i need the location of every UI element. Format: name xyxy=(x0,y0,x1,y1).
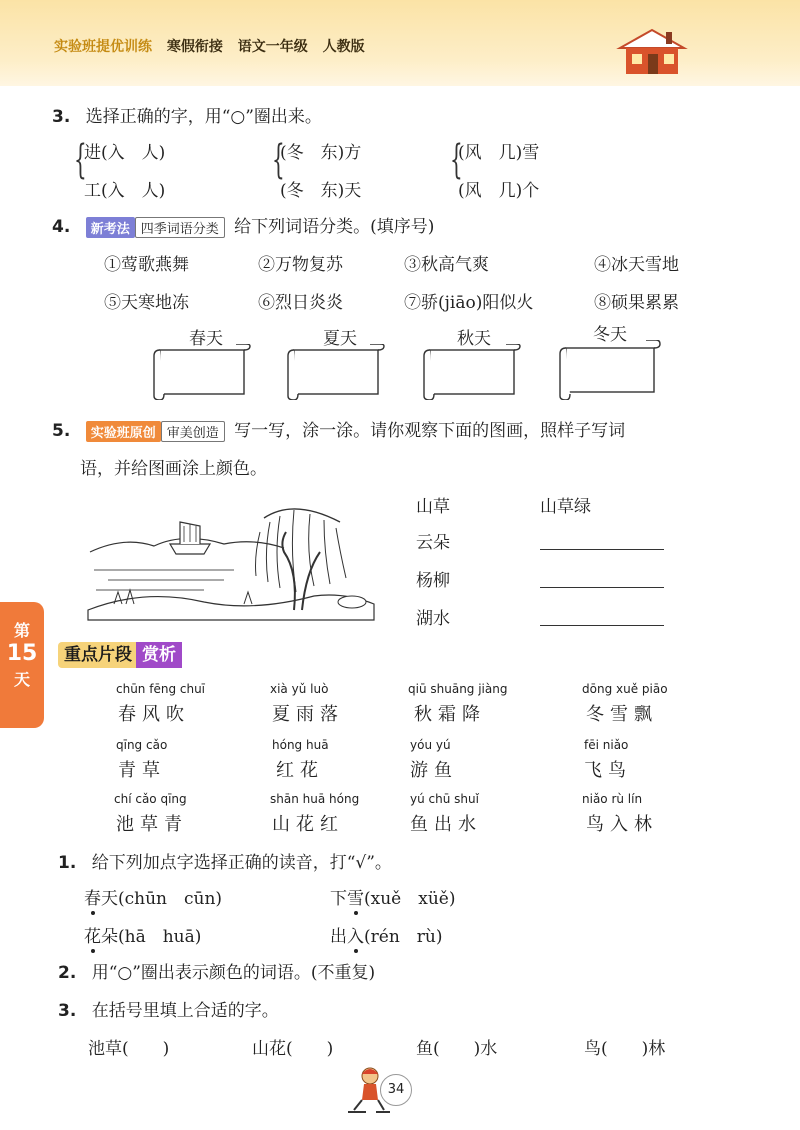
word-item: ①莺歌燕舞 xyxy=(104,255,189,275)
word-item: ③秋高气爽 xyxy=(404,255,489,275)
word-item: ⑤天寒地冻 xyxy=(104,293,189,313)
q3-option: (风 几)雪 xyxy=(458,143,540,163)
reading-choice[interactable]: 出入(rén rù) xyxy=(330,922,442,947)
season-label: 冬天 xyxy=(593,325,627,345)
q5-answer-line[interactable] xyxy=(540,586,664,588)
word-item: ⑦骄(jiāo)阳似火 xyxy=(404,293,534,313)
q5-word: 湖水 xyxy=(416,609,450,629)
q5-word: 杨柳 xyxy=(416,571,450,591)
ex-q1-prompt: 1. 给下列加点字选择正确的读音，打“√”。 xyxy=(58,853,392,873)
q5-word: 云朵 xyxy=(416,533,450,553)
season-label: 夏天 xyxy=(323,329,357,349)
pinyin: shān huā hóng xyxy=(270,792,360,806)
poem-line: 红花 xyxy=(276,760,324,781)
brace: { xyxy=(74,137,87,183)
season-label: 秋天 xyxy=(457,329,491,349)
poem-line: 山花红 xyxy=(272,814,344,835)
word-item: ④冰天雪地 xyxy=(594,255,679,275)
header-series: 寒假衔接 xyxy=(166,39,223,55)
house-illustration xyxy=(614,26,690,78)
pinyin: chí cǎo qīng xyxy=(114,792,187,806)
word-item: ⑧硕果累累 xyxy=(594,293,679,313)
poem-line: 冬雪飘 xyxy=(586,704,658,725)
scroll-answer-box[interactable] xyxy=(420,344,524,400)
reading-choice[interactable]: 春天(chūn cūn) xyxy=(84,884,222,909)
new-method-tag: 新考法 xyxy=(86,217,135,238)
scroll-answer-box[interactable] xyxy=(284,344,388,400)
poem-line: 池草青 xyxy=(116,814,188,835)
page-number: 34 xyxy=(380,1074,412,1106)
poem-line: 鱼出水 xyxy=(410,814,482,835)
poem-line: 夏雨落 xyxy=(272,704,344,725)
brace: { xyxy=(272,137,285,183)
header-text xyxy=(54,36,375,56)
q5-prompt: 5. 实验班原创 审美创造 写一写，涂一涂。请你观察下面的图画，照样子写词 xyxy=(52,421,626,441)
pinyin: chūn fēng chuī xyxy=(116,682,206,696)
pinyin: niǎo rù lín xyxy=(582,792,643,806)
q5-word: 山草 xyxy=(416,497,450,517)
fill-blank[interactable]: 鸟( )林 xyxy=(584,1039,666,1059)
header-subject: 语文一年级 xyxy=(237,39,308,55)
q4-prompt: 4. 新考法 四季词语分类 给下列词语分类。(填序号) xyxy=(52,217,435,237)
q3-option: (冬 东)方 xyxy=(280,143,362,163)
scroll-answer-box[interactable] xyxy=(150,344,254,400)
landscape-drawing xyxy=(84,492,380,624)
poem-line: 游鱼 xyxy=(410,760,458,781)
header-brand: 实验班提优训练 xyxy=(54,39,152,55)
fill-blank[interactable]: 山花( ) xyxy=(252,1039,334,1059)
pinyin: yóu yú xyxy=(410,738,451,752)
q5-answer-line[interactable] xyxy=(540,624,664,626)
original-tag: 实验班原创 xyxy=(86,421,161,442)
header-edition: 人教版 xyxy=(322,39,365,55)
q3-prompt: 3. 选择正确的字，用“○”圈出来。 xyxy=(52,107,322,127)
pinyin: hóng huā xyxy=(272,738,329,752)
section-title: 重点片段 赏析 xyxy=(58,640,182,668)
reading-choice[interactable]: 下雪(xuě xüě) xyxy=(330,884,455,909)
poem-line: 青草 xyxy=(118,760,166,781)
ex-q2-prompt: 2. 用“○”圈出表示颜色的词语。(不重复) xyxy=(58,963,376,983)
fill-blank[interactable]: 池草( ) xyxy=(88,1039,170,1059)
brace: { xyxy=(450,137,463,183)
pinyin: xià yǔ luò xyxy=(270,682,329,696)
pinyin: dōng xuě piāo xyxy=(582,682,668,696)
poem-line: 飞鸟 xyxy=(584,760,632,781)
season-label: 春天 xyxy=(189,329,223,349)
fill-blank[interactable]: 鱼( )水 xyxy=(416,1039,498,1059)
word-item: ②万物复苏 xyxy=(258,255,343,275)
q3-option: (冬 东)天 xyxy=(280,181,362,201)
q3-option: 工(入 人) xyxy=(84,181,166,201)
poem-line: 春风吹 xyxy=(118,704,190,725)
pinyin: qiū shuāng jiàng xyxy=(408,682,508,696)
pinyin: qīng cǎo xyxy=(116,738,168,752)
q5-example-answer: 山草绿 xyxy=(540,497,591,517)
scroll-answer-box[interactable] xyxy=(556,340,664,400)
aesthetic-tag: 审美创造 xyxy=(161,421,225,442)
category-tag: 四季词语分类 xyxy=(135,217,225,238)
poem-line: 秋霜降 xyxy=(414,704,486,725)
reading-choice[interactable]: 花朵(hā huā) xyxy=(84,922,201,947)
q3-option: (风 几)个 xyxy=(458,181,540,201)
q5-prompt-cont: 语，并给图画涂上颜色。 xyxy=(80,459,267,479)
word-item: ⑥烈日炎炎 xyxy=(258,293,343,313)
poem-line: 鸟入林 xyxy=(586,814,658,835)
day-side-tab: 第 15 天 xyxy=(0,602,44,728)
q3-option: 进(入 人) xyxy=(84,143,166,163)
pinyin: fēi niǎo xyxy=(584,738,629,752)
ex-q3-prompt: 3. 在括号里填上合适的字。 xyxy=(58,1001,279,1021)
q5-answer-line[interactable] xyxy=(540,548,664,550)
pinyin: yú chū shuǐ xyxy=(410,792,479,806)
